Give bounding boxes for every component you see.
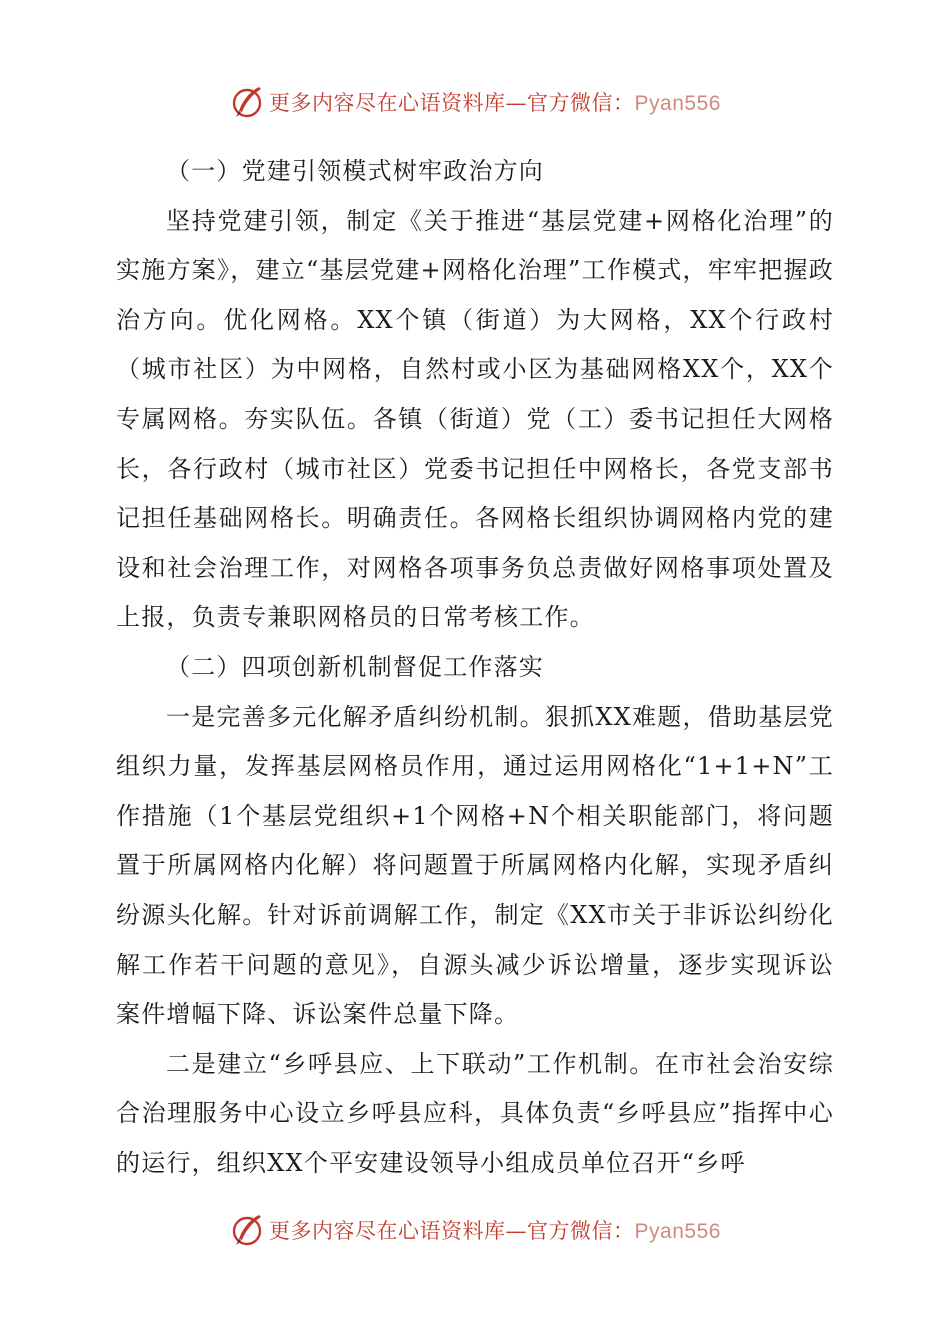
header-banner bbox=[0, 80, 950, 124]
quill-logo-icon bbox=[229, 84, 265, 120]
wechat-id: Pyan556 bbox=[634, 1220, 721, 1243]
document-body bbox=[116, 147, 834, 1188]
section-heading-1: （一）党建引领模式树牢政治方向 bbox=[166, 157, 544, 185]
section-heading-2: （二）四项创新机制督促工作落实 bbox=[166, 652, 544, 681]
banner-text: 更多内容尽在心语资料库—官方微信：Pyan556 bbox=[269, 1219, 721, 1243]
paragraph-2: 一是完善多元化解矛盾纠纷机制。狠抓XX难题，借助基层党组织力量，发挥基层网格员作用，通过运用网格化“1+1+N”工作措施（1个基层党组织+1个网格+N个相关职能部门，将问题置于所属网格内化解）将问题置于所属网格内化解，实现矛盾纠纷源头化解。针对诉前调解工作，制定《XX市关于非诉讼纠纷化解工作若干问题的意见》，自源头减少诉讼增量，逐步实现诉讼案件增幅下降、诉讼案件总量下降。 bbox=[116, 702, 834, 1029]
wechat-id: Pyan556 bbox=[634, 92, 721, 115]
paragraph-3: 二是建立“乡呼县应、上下联动”工作机制。在市社会治安综合治理服务中心设立乡呼县应科，具体负责“乡呼县应”指挥中心的运行，组织XX个平安建设领导小组成员单位召开“乡呼 bbox=[116, 1049, 834, 1177]
quill-logo-icon bbox=[229, 1212, 265, 1248]
footer-banner bbox=[0, 1208, 950, 1252]
banner-text: 更多内容尽在心语资料库—官方微信：Pyan556 bbox=[269, 91, 721, 115]
paragraph-1: 坚持党建引领，制定《关于推进“基层党建+网格化治理”的实施方案》，建立“基层党建+网格化治理”工作模式，牢牢把握政治方向。优化网格。XX个镇（街道）为大网格，XX个行政村（城市社区）为中网格，自然村或小区为基础网格XX个，XX个专属网格。夯实队伍。各镇（街道）党（工）委书记担任大网格长，各行政村（城市社区）党委书记担任中网格长，各党支部书记担任基础网格长。明确责任。各网格长组织协调网格内党的建设和社会治理工作，对网格各项事务负总责做好网格事项处置及上报，负责专兼职网格员的日常考核工作。 bbox=[116, 206, 834, 632]
